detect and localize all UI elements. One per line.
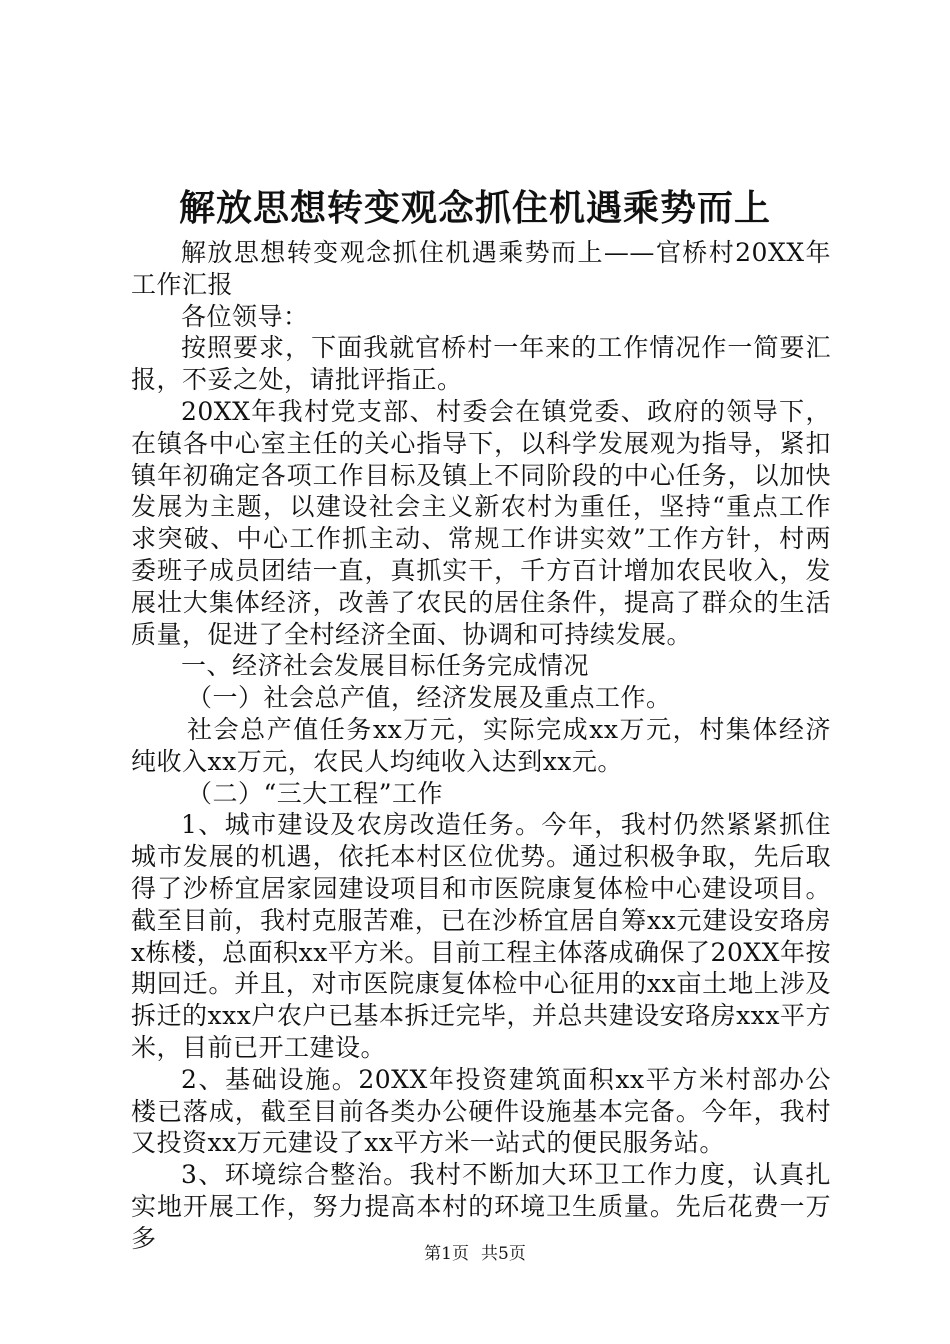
document-body (131, 237, 831, 1255)
subsection-heading-1: （一）社会总产值，经济发展及重点工作。 (187, 683, 672, 713)
page-total: 共5页 (481, 1244, 526, 1264)
paragraph-environment: 3、环境综合整治。我村不断加大环卫工作力度，认真扎实地开展工作，努力提高本村的环境卫生质量。先后花费一万多 (131, 1160, 831, 1253)
paragraph-intro: 按照要求，下面我就官桥村一年来的工作情况作一简要汇报，不妥之处，请批评指正。 (131, 333, 831, 395)
subsection-heading-2: （二）“三大工程”工作 (187, 778, 444, 808)
document-title: 解放思想转变观念抓住机遇乘势而上 (178, 187, 771, 229)
section-heading-1: 一、经济社会发展目标任务完成情况 (181, 651, 590, 681)
page-footer (0, 1242, 950, 1266)
paragraph-overview: 20XX年我村党支部、村委会在镇党委、政府的领导下，在镇各中心室主任的关心指导下，以科学发展观为指导，紧扣镇年初确定各项工作目标及镇上不同阶段的中心任务，以加快发展为主题，以建设社会主义新农村为重任，坚持“重点工作求突破、中心工作抓主动、常规工作讲实效”工作方针，村两委班子成员团结一直，真抓实干，千方百计增加农民收入，发展壮大集体经济，改善了农民的居住条件，提高了群众的生活质量，促进了全村经济全面、协调和可持续发展。 (131, 396, 831, 649)
paragraph-subtitle: 解放思想转变观念抓住机遇乘势而上——官桥村20XX年工作汇报 (131, 238, 831, 299)
paragraph-salutation: 各位领导： (181, 301, 309, 331)
paragraph-infrastructure: 2、基础设施。20XX年投资建筑面积xx平方米村部办公楼已落成，截至目前各类办公硬件设施基本完备。今年，我村又投资xx万元建设了xx平方米一站式的便民服务站。 (131, 1064, 831, 1158)
paragraph-urban-construction: 1、城市建设及农房改造任务。今年，我村仍然紧紧抓住城市发展的机遇，依托本村区位优势。通过积极争取，先后取得了沙桥宜居家园建设项目和市医院康复体检中心建设项目。截至目前，我村克服苦难，已在沙桥宜居自筹xx元建设安珞房x栋楼，总面积xx平方米。目前工程主体落成确保了20XX年按期回迁。并且，对市医院康复体检中心征用的xx亩土地上涉及拆迁的xxx户农户已基本拆迁完毕，并总共建设安珞房xxx平方米，目前已开工建设。 (131, 810, 831, 1062)
paragraph-output: 社会总产值任务xx万元，实际完成xx万元，村集体经济纯收入xx万元，农民人均纯收入达到xx元。 (131, 714, 831, 776)
page-number: 第1页 (424, 1244, 469, 1264)
